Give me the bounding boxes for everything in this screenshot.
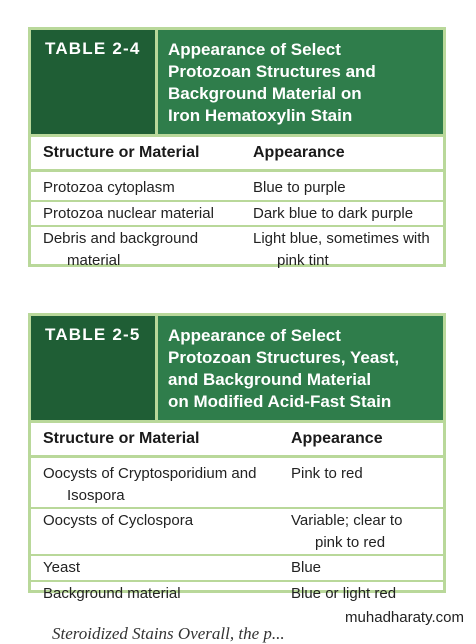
structure-cell: Protozoa nuclear material xyxy=(43,204,214,222)
table-row xyxy=(31,510,443,556)
table-body xyxy=(31,172,443,272)
table-row xyxy=(31,177,443,202)
appearance-cell: Blue xyxy=(291,559,322,576)
structure-cell: Oocysts of Cryptosporidium and Isospora xyxy=(43,465,257,504)
appearance-cell: Pink to red xyxy=(291,465,363,482)
appearance-cell: Dark blue to dark purple xyxy=(253,204,414,222)
column-header-structure: Structure or Material xyxy=(43,430,200,447)
column-headers xyxy=(31,420,443,458)
appearance-cell: Light blue, sometimes with pink tint xyxy=(253,230,430,269)
appearance-cell: Variable; clear to pink to red xyxy=(291,512,403,551)
structure-cell: Yeast xyxy=(43,559,80,576)
table-number: TABLE 2-5 xyxy=(31,316,155,420)
appearance-cell: Blue to purple xyxy=(253,179,346,196)
table-row xyxy=(31,557,443,582)
structure-cell: Protozoa cytoplasm xyxy=(43,179,175,196)
table-row xyxy=(31,583,443,606)
table-row xyxy=(31,228,443,272)
structure-cell: Background material xyxy=(43,584,181,602)
appearance-cell: Blue or light red xyxy=(291,584,397,602)
table-number: TABLE 2-4 xyxy=(31,30,155,134)
cut-off-body-text: Steroidized Stains Overall, the p... xyxy=(52,624,285,643)
table-row xyxy=(31,203,443,228)
table-header xyxy=(31,316,443,420)
column-headers xyxy=(31,134,443,172)
table-title: Appearance of Select Protozoan Structures and Background Material on Iron Hematoxylin Stain xyxy=(168,40,376,125)
column-header-structure: Structure or Material xyxy=(43,144,200,161)
table-row xyxy=(31,463,443,509)
column-header-appearance: Appearance xyxy=(253,144,345,161)
structure-cell: Oocysts of Cyclospora xyxy=(43,512,194,529)
site-watermark: muhadharaty.com xyxy=(345,609,464,626)
table-2-5 xyxy=(28,313,446,602)
table-body xyxy=(31,458,443,605)
column-header-appearance: Appearance xyxy=(291,430,383,447)
structure-cell: Debris and background material xyxy=(43,230,199,269)
table-header xyxy=(31,30,443,134)
table-2-4 xyxy=(28,27,446,267)
table-title: Appearance of Select Protozoan Structures, Yeast, and Background Material on Modified Acid-Fast Stain xyxy=(168,326,400,411)
